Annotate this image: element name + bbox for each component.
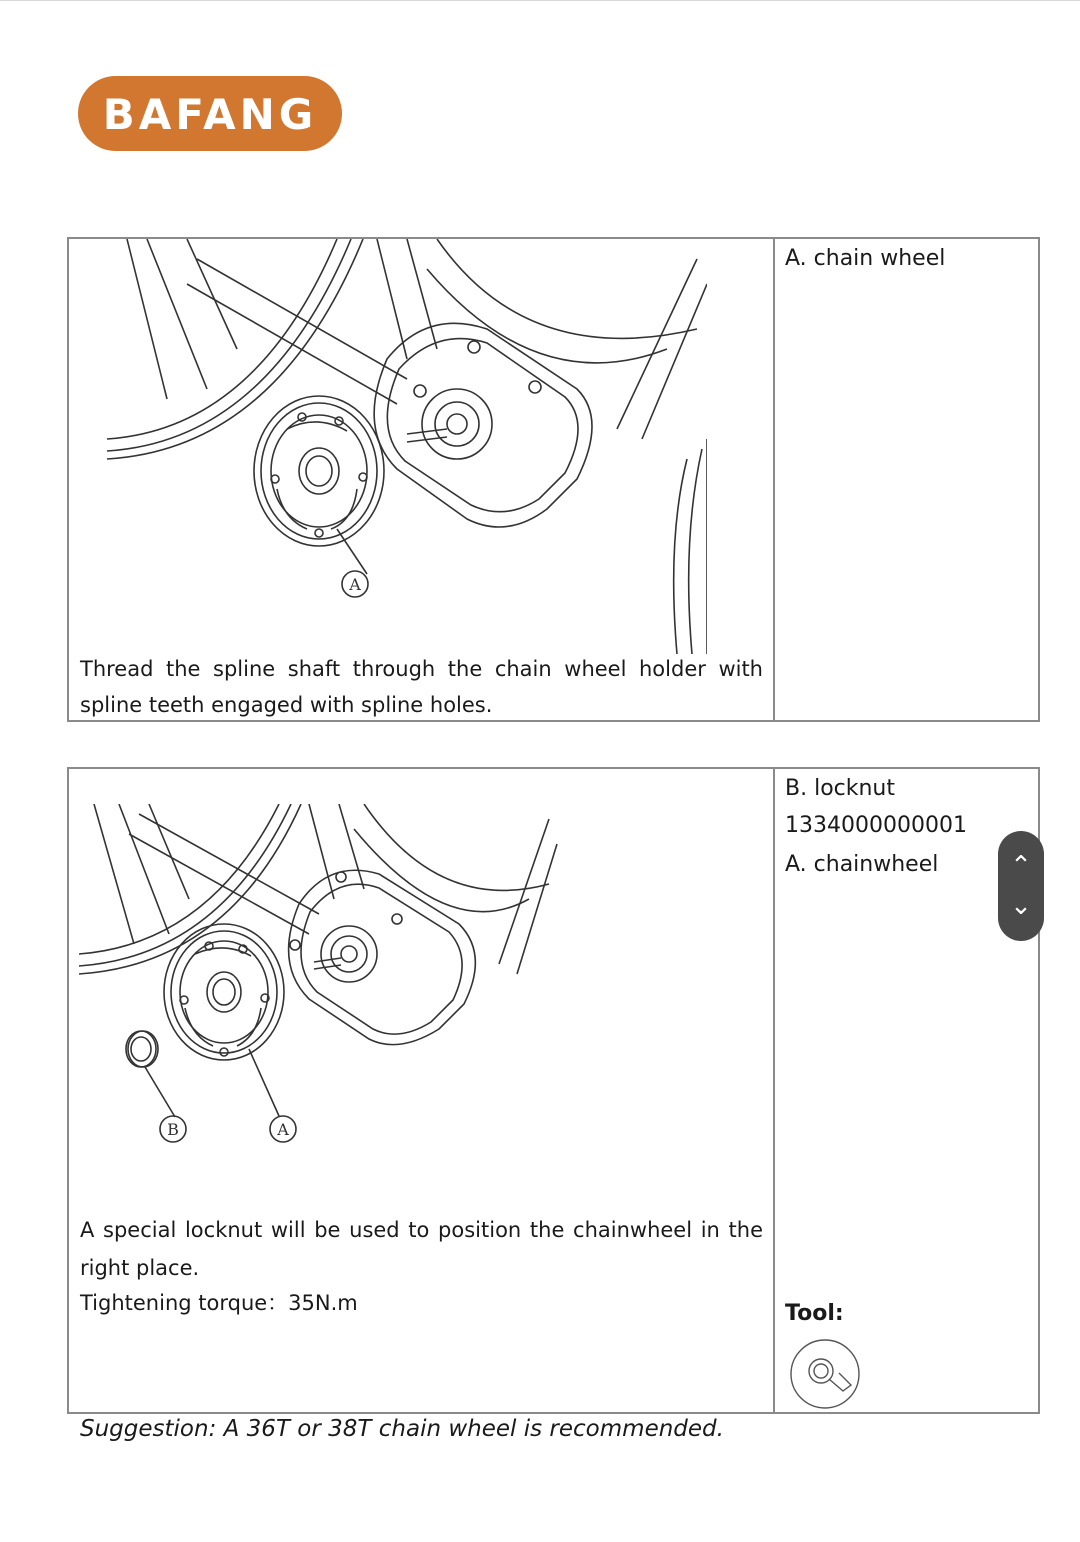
step2-side-item-a: A. chainwheel: [785, 852, 939, 877]
tool-label: Tool:: [785, 1301, 844, 1326]
step2-side-part-number: 1334000000001: [785, 813, 967, 838]
step2-side-item-b: B. locknut: [785, 776, 895, 801]
step2-caption-line2: Tightening torque：35N.m: [80, 1291, 358, 1315]
step2-panel: [67, 767, 1040, 1414]
chevron-up-icon[interactable]: ⌃: [1010, 851, 1032, 881]
step1-callout-a: A: [349, 575, 361, 594]
bafang-logo: [78, 76, 342, 151]
step2-callout-a: A: [277, 1120, 289, 1139]
suggestion-note: Suggestion: A 36T or 38T chain wheel is recommended.: [80, 1416, 724, 1442]
step1-caption: Thread the spline shaft through the chain wheel holder with spline teeth engaged with spline holes.: [80, 657, 763, 717]
page-nav: [998, 831, 1044, 941]
tool-wrench-icon: [785, 1339, 867, 1411]
step2-illustration: [79, 804, 559, 1144]
step1-side-item-a: A. chain wheel: [785, 246, 946, 271]
step1-panel: [67, 237, 1040, 722]
step2-callout-b: B: [167, 1120, 179, 1139]
logo-text: BAFANG: [102, 90, 318, 139]
top-border: [0, 0, 1080, 1]
chevron-down-icon[interactable]: ⌄: [1010, 891, 1032, 921]
step2-caption-line1: A special locknut will be used to position the chainwheel in the right place.: [80, 1218, 763, 1280]
step2-divider: [773, 769, 775, 1412]
step1-illustration: [107, 239, 707, 654]
step1-divider: [773, 239, 775, 720]
